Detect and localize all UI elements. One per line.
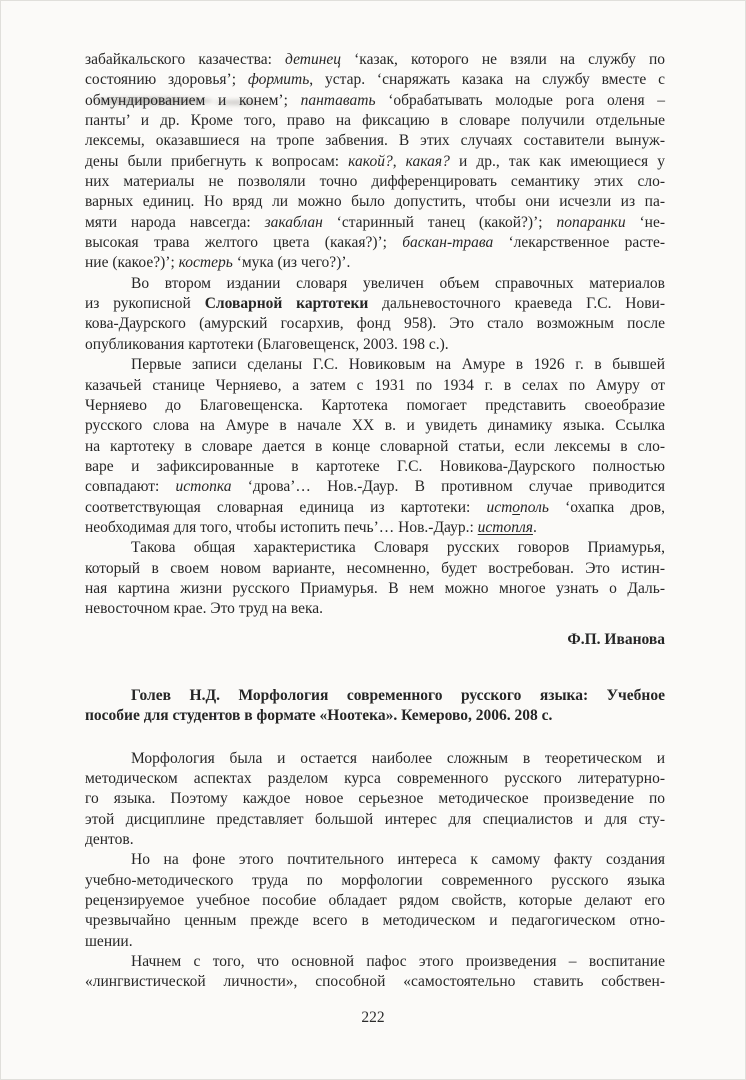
text-segment: Морфология была и остается наиболее сложным в теоретическом и — [131, 749, 665, 767]
text-line — [85, 50, 665, 70]
text-line — [85, 437, 665, 457]
paragraph-second-edition — [85, 274, 665, 355]
text-line — [85, 952, 665, 972]
text-line — [85, 706, 665, 726]
text-segment: панты’ и др. Кроме того, право на фиксацию в словаре получили отдельные — [85, 112, 665, 130]
text-segment: Во втором издании словаря увеличен объем справочных материалов — [131, 274, 665, 292]
text-segment: , устар. ‘снаряжать казака на службу вместе с — [309, 71, 665, 89]
text-segment: ‘дрова’… Нов.-Даур. В противном случае приводится — [231, 478, 665, 496]
review-heading-golev — [85, 686, 665, 727]
text-line — [85, 810, 665, 830]
text-line — [85, 376, 665, 396]
text-line — [85, 871, 665, 891]
text-segment-i: детинец — [285, 51, 342, 68]
text-line — [85, 769, 665, 789]
text-segment-b: Ф.П. Иванова — [567, 630, 665, 648]
text-line — [85, 111, 665, 131]
text-line — [85, 789, 665, 809]
text-segment: обмундированием и конем’; — [85, 91, 301, 109]
text-segment: на картотеку в словаре дается в конце словарной статьи, если лексемы в сло- — [85, 437, 665, 455]
text-segment: ‘не- — [625, 213, 665, 231]
text-segment: лексемы, оказавшиеся на тропе забвения. В этих случаях составители вынуж- — [85, 132, 665, 150]
paragraph-first-records — [85, 355, 665, 538]
text-segment: совпадают: — [85, 478, 176, 496]
text-segment-iu: о — [512, 498, 521, 516]
text-segment: дентов. — [85, 831, 134, 849]
text-segment-i: истопка — [175, 478, 232, 496]
text-segment: ‘казак, которого не взяли на службу по — [341, 51, 665, 68]
text-line — [85, 213, 665, 233]
text-segment-b: Словарной картотеки — [204, 295, 369, 313]
text-line — [85, 891, 665, 911]
text-line — [85, 70, 665, 90]
text-segment: ная картина жизни русского Приамурья. В нем можно многое узнать о Даль- — [85, 579, 665, 597]
text-line — [85, 457, 665, 477]
text-segment: Такова общая характеристика Словаря русских говоров Приамурья, — [131, 539, 665, 557]
text-line — [85, 749, 665, 769]
text-segment: учебно-методического труда по морфологии современного русского языка — [85, 871, 665, 889]
text-segment-i: костерь — [178, 254, 233, 272]
paragraph-zabaikalsky — [85, 50, 665, 274]
text-segment: ние (какое?)’; — [85, 254, 179, 272]
author-signature — [85, 630, 665, 650]
page-number: 222 — [361, 1009, 385, 1026]
text-line — [85, 538, 665, 558]
text-line — [85, 192, 665, 212]
text-line — [85, 233, 665, 253]
text-segment: ‘лекарственное расте- — [493, 234, 665, 252]
text-segment-i: баскан-трава — [402, 234, 494, 252]
text-segment: методическом аспектах разделом курса современного русского литературно- — [85, 770, 665, 787]
text-segment-i: какой? — [348, 152, 393, 170]
text-segment-i: ист — [486, 498, 513, 516]
text-segment: них материалы не позволяли точно дифференцировать семантику этих сло- — [85, 173, 665, 191]
text-segment: этой дисциплине представляет большой интерес для специалистов и для сту- — [85, 810, 665, 828]
text-segment: высокая трава желтого цвета (какая?)’; — [85, 234, 403, 252]
text-segment: ‘охапка дров, — [548, 498, 665, 516]
text-segment: шении. — [85, 932, 133, 950]
text-line — [85, 416, 665, 436]
text-segment-i: попаранки — [556, 213, 626, 231]
text-segment: кова-Даурского (амурский госархив, фонд 958). Это стало возможным после — [85, 315, 665, 333]
text-line — [85, 294, 665, 314]
text-segment: дены были прибегнуть к вопросам: — [85, 152, 349, 170]
text-segment: который в своем новом варианте, несомненно, будет востребован. Это истин- — [85, 559, 665, 577]
text-segment: соответствующая словарная единица из картотеки: — [85, 498, 487, 516]
text-segment: го языка. Поэтому каждое новое серьезное методическое произведение по — [85, 790, 665, 808]
text-segment: ‘старинный танец (какой?)’; — [322, 213, 557, 231]
text-segment: ‘обрабатывать молодые рога оленя – — [375, 91, 665, 109]
text-segment: чрезвычайно ценным прежде всего в методическом и педагогическом отно- — [85, 912, 665, 930]
text-line — [85, 274, 665, 294]
text-column — [85, 50, 665, 993]
text-line — [85, 477, 665, 497]
text-segment: «лингвистической личности», способной «самостоятельно ставить собствен- — [85, 973, 665, 991]
text-line — [85, 630, 665, 650]
text-segment: рецензируемое учебное пособие обладает рядом свойств, которые делают его — [85, 892, 665, 910]
text-line — [85, 335, 665, 355]
text-segment: невосточном крае. Это труд на века. — [85, 600, 324, 618]
text-line — [85, 972, 665, 992]
text-segment-i: какая? — [405, 152, 450, 170]
text-segment: . — [532, 518, 537, 536]
text-line — [85, 172, 665, 192]
text-segment-b: пособие для студентов в формате «Ноотека». Кемерово, 2006. 208 с. — [85, 707, 553, 725]
text-segment-iu: истопля — [477, 518, 533, 536]
text-line — [85, 131, 665, 151]
text-segment: состоянию здоровья’; — [85, 71, 248, 89]
text-segment-i: поль — [520, 498, 549, 516]
text-segment: , — [392, 152, 406, 170]
text-line — [85, 599, 665, 619]
paragraph-characteristic — [85, 538, 665, 619]
text-segment: варе и зафиксированные в картотеке Г.С. Новикова-Даурского полностью — [85, 457, 665, 475]
text-line — [85, 314, 665, 334]
text-segment: из рукописной — [85, 295, 205, 313]
text-line — [85, 911, 665, 931]
text-segment: необходимая для того, чтобы истопить печь’… Нов.-Даур.: — [85, 518, 478, 536]
paragraph-interest — [85, 850, 665, 952]
text-line — [85, 355, 665, 375]
text-segment-i: формить — [247, 71, 310, 89]
text-line — [85, 686, 665, 706]
text-line — [85, 579, 665, 599]
text-line — [85, 932, 665, 952]
text-segment: ‘мука (из чего?)’. — [232, 254, 351, 272]
text-line — [85, 396, 665, 416]
text-segment: дальневосточного краеведа Г.С. Нови- — [368, 295, 665, 313]
text-line — [85, 850, 665, 870]
text-segment: русского слова на Амуре в начале XX в. и увидеть динамику языка. Ссылка — [85, 417, 665, 435]
text-segment: Первые записи сделаны Г.С. Новиковым на Амуре в 1926 г. в бывшей — [131, 356, 665, 374]
text-line — [85, 152, 665, 172]
text-segment-b: Голев Н.Д. Морфология современного русского языка: Учебное — [131, 686, 665, 704]
text-line — [85, 91, 665, 111]
text-segment-i: закаблан — [264, 213, 323, 231]
text-segment: Начнем с того, что основной пафос этого произведения – воспитание — [131, 953, 665, 971]
paragraph-morphology — [85, 749, 665, 851]
text-line — [85, 253, 665, 273]
text-segment: Но на фоне этого почтительного интереса к самому факту создания — [131, 851, 665, 869]
text-segment: забайкальского казачества: — [85, 51, 286, 68]
text-line — [85, 498, 665, 518]
paragraph-pathos — [85, 952, 665, 993]
text-segment: варных единиц. Но вряд ли можно было допустить, чтобы они исчезли из па- — [85, 193, 665, 211]
text-segment: Черняево до Благовещенска. Картотека помогает представить своеобразие — [85, 396, 665, 414]
text-line — [85, 830, 665, 850]
text-segment: казачьей станице Черняево, а затем с 1931 по 1934 г. в селах по Амуру от — [85, 376, 665, 394]
text-segment-i: пантавать — [300, 91, 376, 109]
text-line — [85, 518, 665, 538]
text-segment: мяти народа навсегда: — [85, 213, 265, 231]
text-line — [85, 559, 665, 579]
text-segment: и др., так как имеющиеся у — [449, 152, 665, 170]
text-segment: опубликования картотеки (Благовещенск, 2003. 198 с.). — [85, 335, 449, 353]
